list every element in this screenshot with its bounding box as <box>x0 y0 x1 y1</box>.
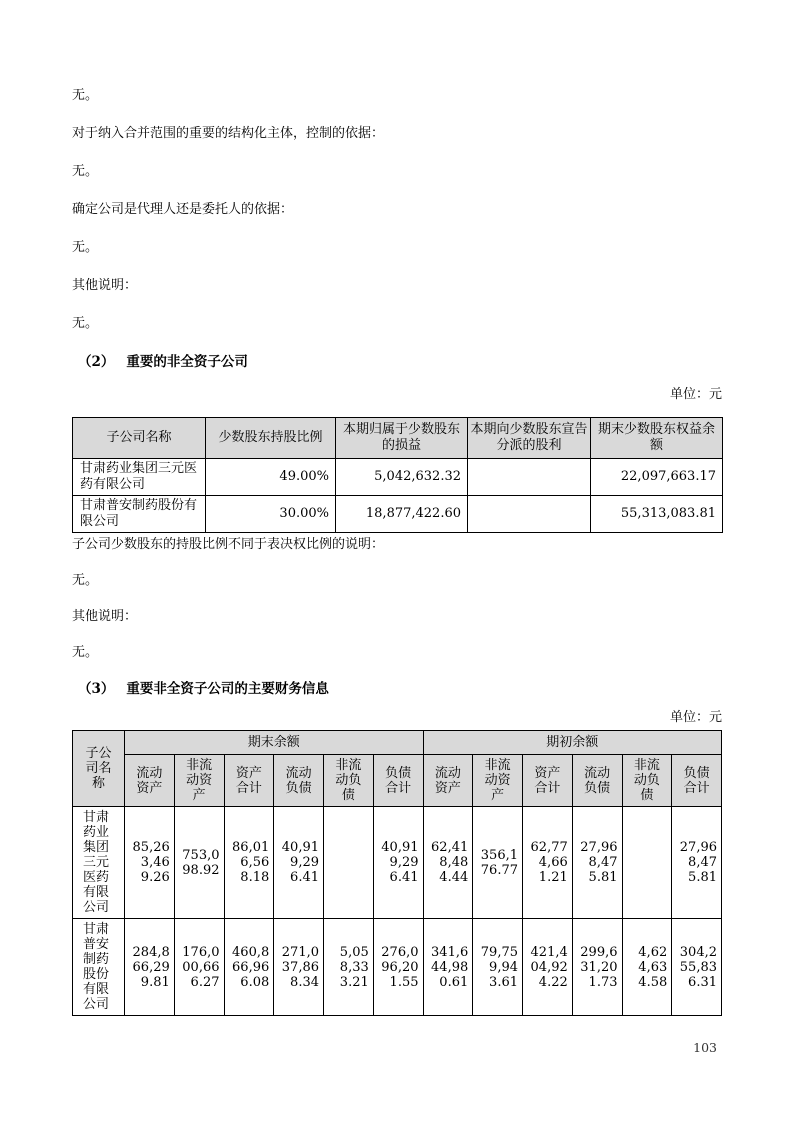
closing-noncurrent-assets-cell: 753,098.92 <box>174 807 224 919</box>
subsidiary-name-cell: 甘肃药业集团三元医药有限公司 <box>73 807 125 919</box>
opening-total-liabilities-cell: 27,968,475.81 <box>672 807 722 919</box>
closing-current-liabilities-cell: 40,919,296.41 <box>274 807 324 919</box>
section3-title: 重要非全资子公司的主要财务信息 <box>126 681 329 697</box>
subsidiary-name-cell: 甘肃普安制药股份有限公司 <box>73 919 125 1016</box>
col-header-minority-profit: 本期归属于少数股东的损益 <box>336 418 468 459</box>
table-row <box>73 459 723 496</box>
profit-cell: 18,877,422.60 <box>336 496 468 533</box>
col-header-noncurrent-assets: 非流动资产 <box>174 755 224 807</box>
col-header-minority-ratio: 少数股东持股比例 <box>206 418 336 459</box>
opening-total-assets-cell: 421,404,924.22 <box>523 919 573 1016</box>
closing-current-liabilities-cell: 271,037,868.34 <box>274 919 324 1016</box>
col-header-current-assets: 流动资产 <box>125 755 175 807</box>
col-header-current-liabilities: 流动负债 <box>572 755 622 807</box>
voting-ratio-note-label: 子公司少数股东的持股比例不同于表决权比例的说明： <box>72 537 385 552</box>
col-header-noncurrent-assets: 非流动资产 <box>473 755 523 807</box>
ratio-cell: 49.00% <box>206 459 336 496</box>
col-header-noncurrent-liabilities: 非流动负债 <box>324 755 374 807</box>
opening-current-assets-cell: 341,644,980.61 <box>423 919 473 1016</box>
col-header-minority-equity: 期末少数股东权益余额 <box>591 418 723 459</box>
group-header-opening-balance: 期初余额 <box>423 731 722 755</box>
col-header-subsidiary-name: 子公司名称 <box>73 731 125 807</box>
opening-current-assets-cell: 62,418,484.44 <box>423 807 473 919</box>
opening-noncurrent-liabilities-cell <box>622 807 672 919</box>
col-header-total-liabilities: 负债合计 <box>373 755 423 807</box>
opening-current-liabilities-cell: 27,968,475.81 <box>572 807 622 919</box>
financial-info-table <box>72 730 722 1016</box>
closing-noncurrent-liabilities-cell <box>324 807 374 919</box>
equity-cell: 55,313,083.81 <box>591 496 723 533</box>
col-header-subsidiary-name: 子公司名称 <box>73 418 206 459</box>
closing-noncurrent-assets-cell: 176,000,666.27 <box>174 919 224 1016</box>
col-header-total-assets: 资产合计 <box>523 755 573 807</box>
voting-ratio-note-answer: 无。 <box>72 573 99 588</box>
closing-total-assets-cell: 86,016,568.18 <box>224 807 274 919</box>
section3-heading <box>72 681 722 698</box>
statement-line: 对于纳入合并范围的重要的结构化主体，控制的依据： <box>72 126 385 141</box>
section2-heading <box>72 354 722 371</box>
unit-label: 单位：元 <box>669 710 722 725</box>
opening-noncurrent-liabilities-cell: 4,624,634.58 <box>622 919 672 1016</box>
closing-total-liabilities-cell: 276,096,201.55 <box>373 919 423 1016</box>
closing-total-liabilities-cell: 40,919,296.41 <box>373 807 423 919</box>
section2-title: 重要的非全资子公司 <box>126 354 248 370</box>
col-header-noncurrent-liabilities: 非流动负债 <box>622 755 672 807</box>
subsidiary-name-cell: 甘肃普安制药股份有限公司 <box>73 496 206 533</box>
table-header-row <box>73 418 723 459</box>
table-row <box>73 496 723 533</box>
section2-number: （2） <box>78 354 115 370</box>
statement-line: 无。 <box>72 316 99 331</box>
statement-line: 其他说明： <box>72 278 138 293</box>
opening-noncurrent-assets-cell: 356,176.77 <box>473 807 523 919</box>
other-note-answer: 无。 <box>72 645 99 660</box>
subsidiary-name-cell: 甘肃药业集团三元医药有限公司 <box>73 459 206 496</box>
col-header-current-assets: 流动资产 <box>423 755 473 807</box>
statement-line: 确定公司是代理人还是委托人的依据： <box>72 202 294 217</box>
col-header-declared-dividend: 本期向少数股东宣告分派的股利 <box>468 418 591 459</box>
minority-shareholders-table <box>72 417 723 533</box>
statement-line: 无。 <box>72 164 99 179</box>
ratio-cell: 30.00% <box>206 496 336 533</box>
col-header-total-liabilities: 负债合计 <box>672 755 722 807</box>
group-header-row <box>73 731 722 755</box>
section3-number: （3） <box>78 681 115 697</box>
table-row <box>73 807 722 919</box>
opening-total-liabilities-cell: 304,255,836.31 <box>672 919 722 1016</box>
closing-current-assets-cell: 85,263,469.26 <box>125 807 175 919</box>
opening-current-liabilities-cell: 299,631,201.73 <box>572 919 622 1016</box>
table-row <box>73 919 722 1016</box>
opening-noncurrent-assets-cell: 79,759,943.61 <box>473 919 523 1016</box>
statement-line: 无。 <box>72 88 99 103</box>
statement-line: 无。 <box>72 240 99 255</box>
sub-header-row <box>73 755 722 807</box>
dividend-cell <box>468 459 591 496</box>
closing-noncurrent-liabilities-cell: 5,058,333.21 <box>324 919 374 1016</box>
col-header-total-assets: 资产合计 <box>224 755 274 807</box>
unit-label: 单位：元 <box>669 387 722 402</box>
page-content <box>72 0 722 1016</box>
equity-cell: 22,097,663.17 <box>591 459 723 496</box>
group-header-closing-balance: 期末余额 <box>125 731 424 755</box>
col-header-current-liabilities: 流动负债 <box>274 755 324 807</box>
profit-cell: 5,042,632.32 <box>336 459 468 496</box>
closing-total-assets-cell: 460,866,966.08 <box>224 919 274 1016</box>
dividend-cell <box>468 496 591 533</box>
opening-total-assets-cell: 62,774,661.21 <box>523 807 573 919</box>
other-note-label: 其他说明： <box>72 609 138 624</box>
closing-current-assets-cell: 284,866,299.81 <box>125 919 175 1016</box>
page-number: 103 <box>693 1040 717 1055</box>
